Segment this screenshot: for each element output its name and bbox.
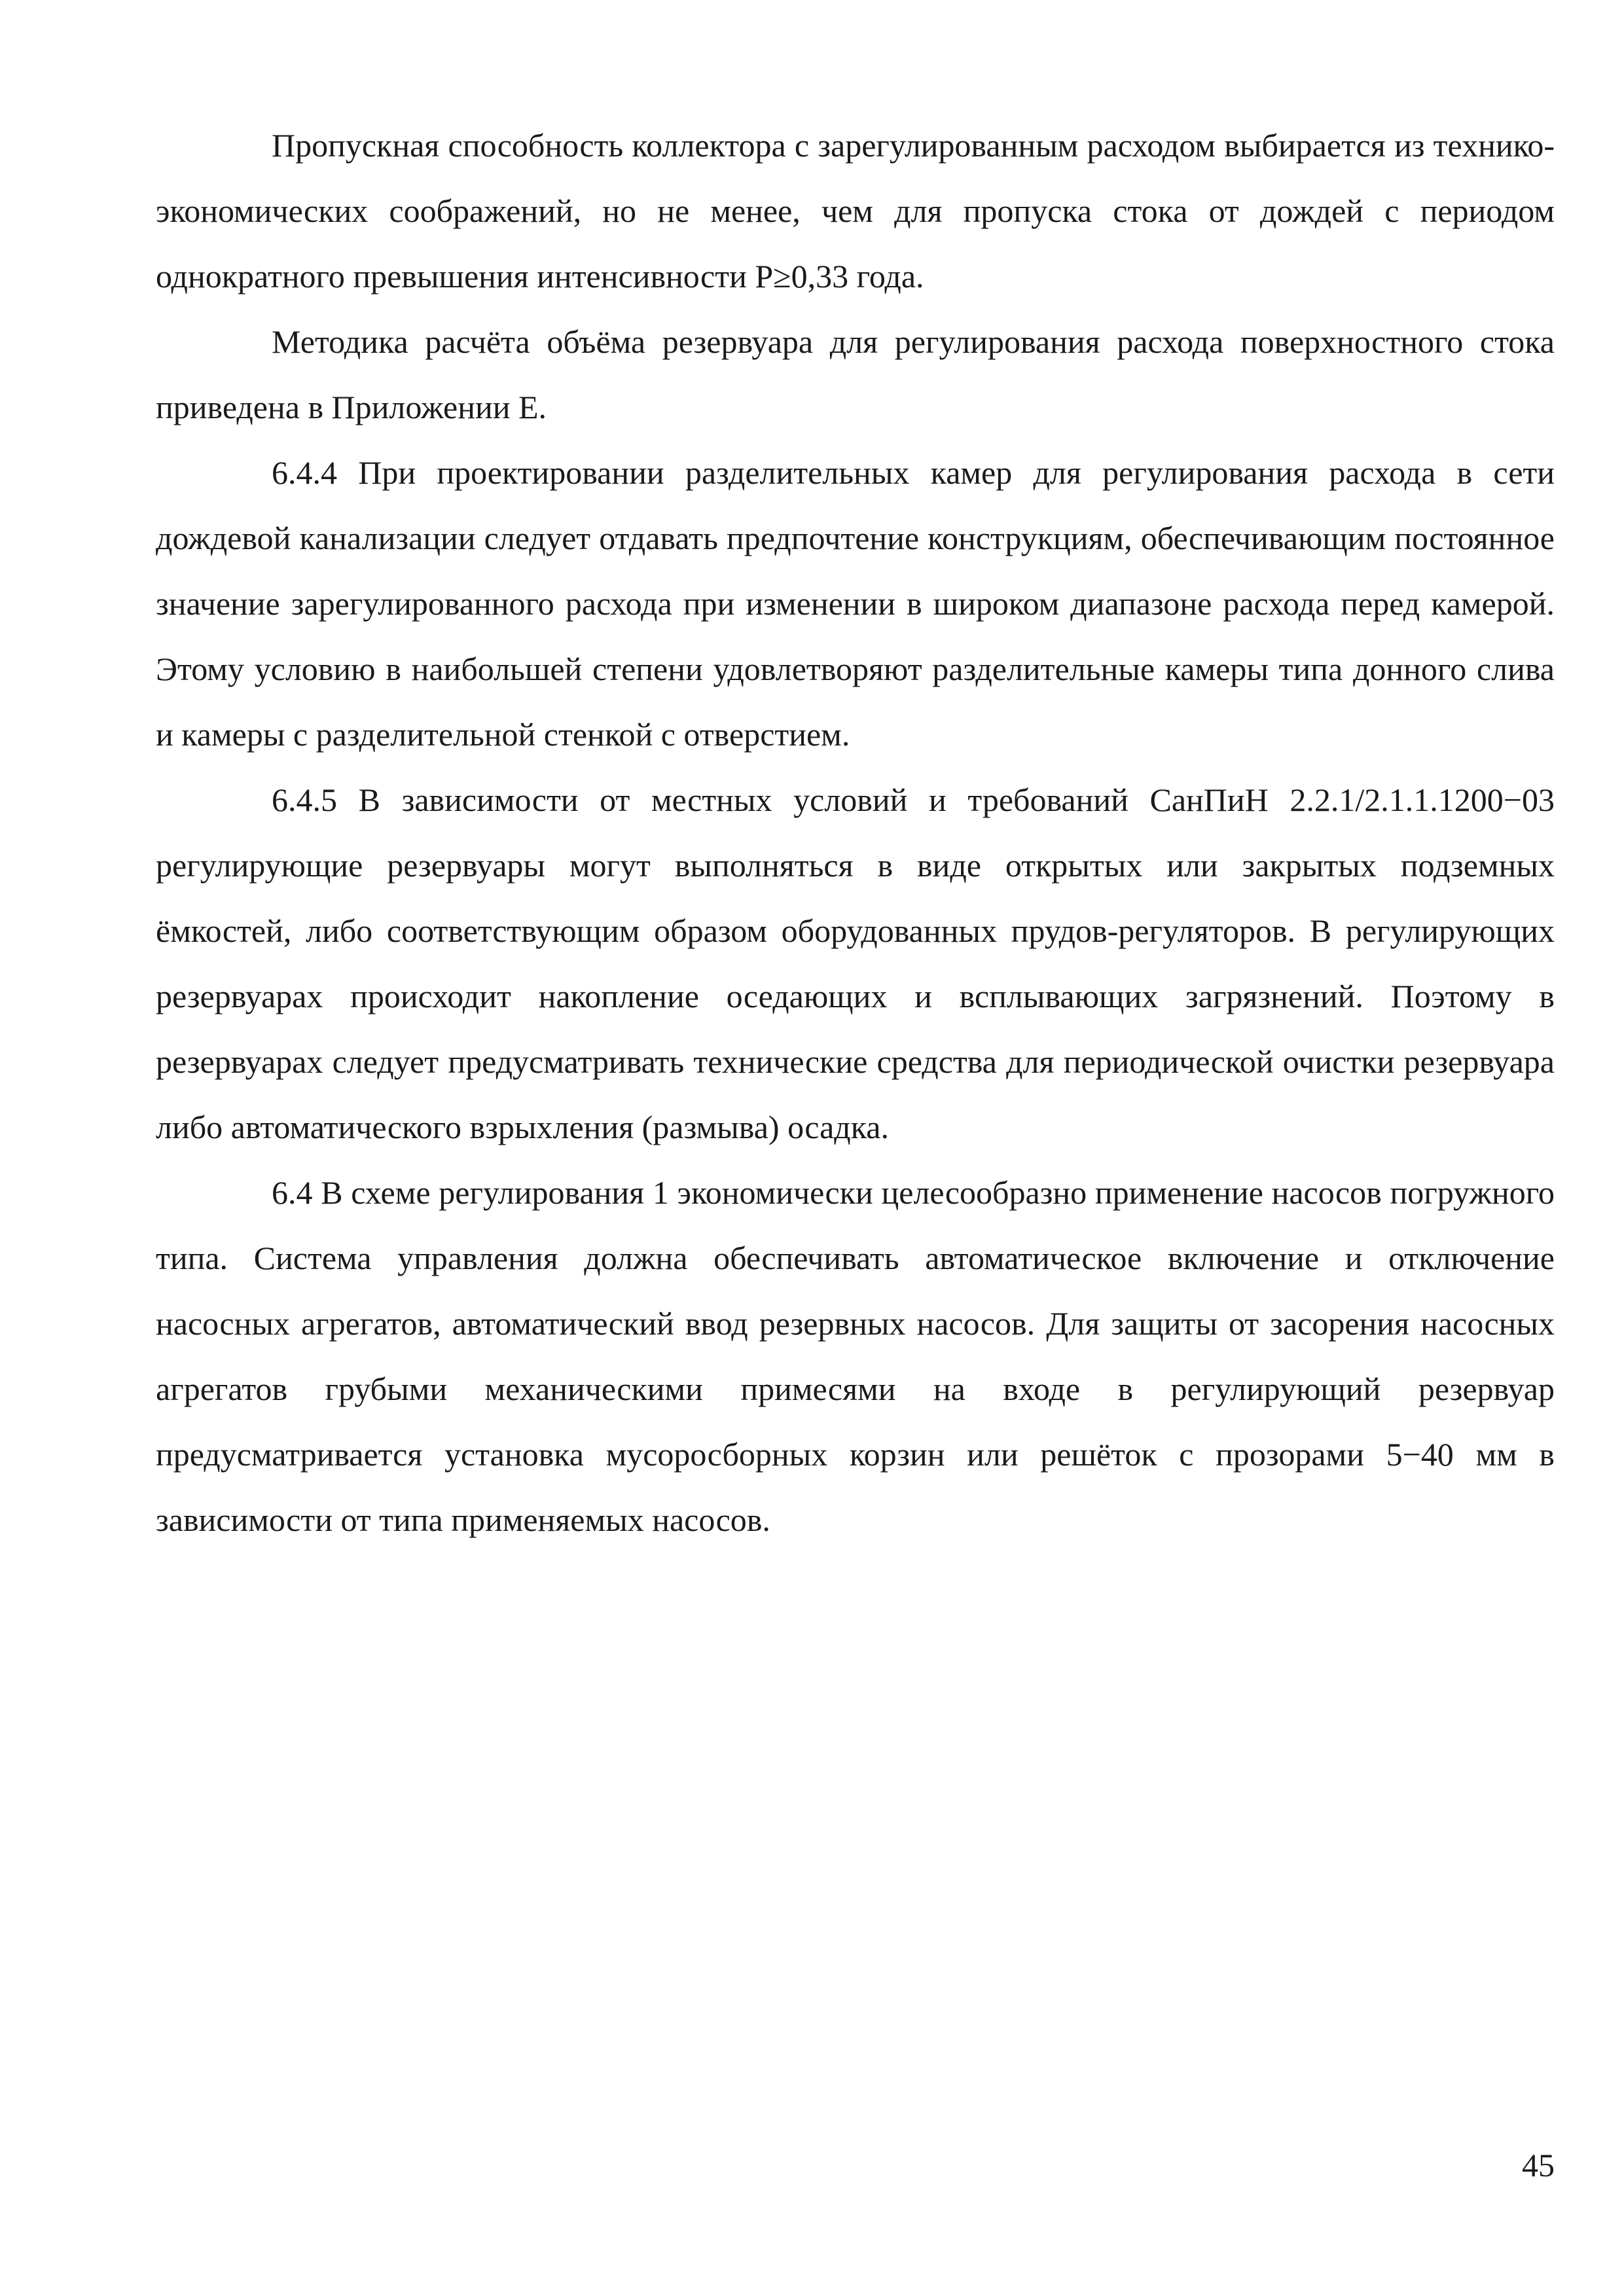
paragraph-6-4-pumps: 6.4 В схеме регулирования 1 экономически целесообразно применение насосов погружного типа. Система управления должна обеспечивать автоматическое включение и отключение насосных агрегатов, автоматический ввод резервных насосов. Для защиты от засорения насосных агрегатов грубыми механическими примесями на входе в регулирующий резервуар предусматривается установка мусоросборных корзин или решёток с прозорами 5−40 мм в зависимости от типа применяемых насосов.	[156, 1174, 1555, 1538]
paragraph-method-reference: Методика расчёта объёма резервуара для регулирования расхода поверхностного стока приведена в Приложении Е.	[156, 323, 1555, 425]
page-number: 45	[1522, 2147, 1555, 2183]
paragraph-6-4-5: 6.4.5 В зависимости от местных условий и требований СанПиН 2.2.1/2.1.1.1200−03 регулирующие резервуары могут выполняться в виде открытых или закрытых подземных ёмкостей, либо соответствующим образом оборудованных прудов-регуляторов. В регулирующих резервуарах происходит накопление оседающих и всплывающих загрязнений. Поэтому в резервуарах следует предусматривать технические средства для периодической очистки резервуара либо автоматического взрыхления (размыва) осадка.	[156, 781, 1555, 1145]
paragraph-6-4-4: 6.4.4 При проектировании разделительных камер для регулирования расхода в сети дождевой канализации следует отдавать предпочтение конструкциям, обеспечивающим постоянное значение зарегулированного расхода при изменении в широком диапазоне расхода перед камерой. Этому условию в наибольшей степени удовлетворяют разделительные камеры типа донного слива и камеры с разделительной стенкой с отверстием.	[156, 454, 1555, 753]
document-body	[156, 113, 1555, 1552]
paragraph-throughput: Пропускная способность коллектора с зарегулированным расходом выбирается из технико-экономических соображений, но не менее, чем для пропуска стока от дождей с периодом однократного превышения интенсивности P≥0,33 года.	[156, 127, 1555, 295]
